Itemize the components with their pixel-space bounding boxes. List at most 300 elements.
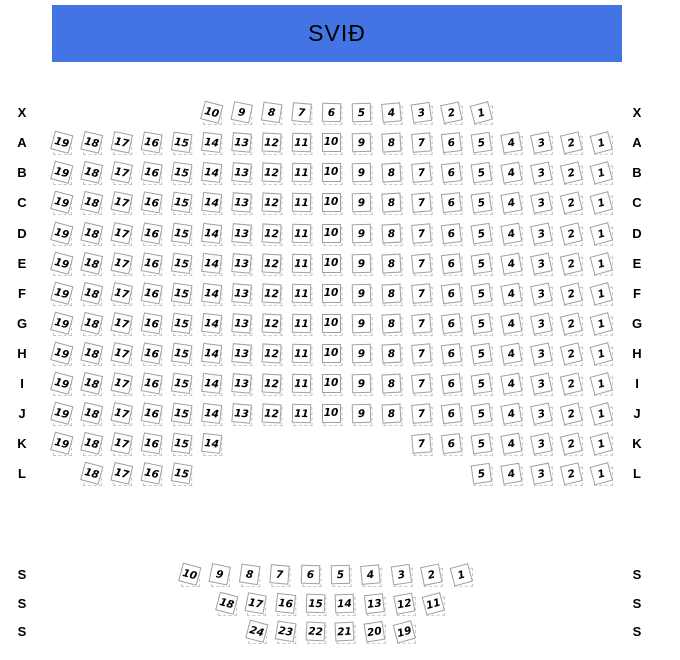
seat[interactable] — [322, 284, 343, 305]
seat[interactable] — [231, 132, 254, 155]
seat[interactable] — [559, 311, 584, 336]
seat[interactable] — [390, 563, 414, 587]
seat[interactable] — [360, 564, 383, 587]
seat[interactable] — [500, 222, 524, 246]
seat[interactable] — [140, 432, 164, 456]
seat[interactable] — [364, 592, 387, 615]
seat[interactable] — [261, 223, 283, 245]
seat[interactable] — [589, 341, 615, 367]
seat-number: 19 — [50, 401, 73, 424]
seat[interactable] — [110, 342, 135, 367]
seat[interactable] — [500, 342, 524, 366]
seat-number: 11 — [291, 162, 311, 182]
seat[interactable] — [170, 312, 194, 336]
seat[interactable] — [170, 372, 194, 396]
seat[interactable] — [411, 283, 434, 306]
seat[interactable] — [411, 403, 434, 426]
seat[interactable] — [381, 283, 403, 305]
seat[interactable] — [200, 282, 223, 305]
seat[interactable] — [335, 621, 357, 643]
seat[interactable] — [231, 343, 254, 366]
seat-number: 13 — [231, 132, 252, 153]
seat[interactable] — [140, 402, 164, 426]
seat[interactable] — [208, 563, 233, 588]
seat[interactable] — [140, 161, 164, 185]
seat[interactable] — [559, 341, 584, 366]
seat[interactable] — [381, 313, 403, 335]
seat[interactable] — [470, 252, 494, 276]
seat[interactable] — [470, 462, 494, 486]
seat[interactable] — [363, 620, 387, 644]
seat-number: 1 — [589, 462, 612, 485]
seat[interactable] — [291, 283, 313, 305]
seat[interactable] — [470, 312, 494, 336]
seat[interactable] — [110, 312, 135, 337]
seat-number: 8 — [381, 223, 401, 243]
seat-number: 6 — [300, 564, 320, 584]
seat[interactable] — [589, 311, 615, 337]
seat[interactable] — [110, 191, 135, 216]
seat-number: 11 — [291, 373, 311, 393]
seat[interactable] — [351, 373, 373, 395]
seat[interactable] — [589, 190, 615, 216]
seat[interactable] — [335, 593, 357, 615]
row-label-right-f-6: F — [633, 286, 641, 301]
seat[interactable] — [470, 161, 494, 185]
seat[interactable] — [440, 402, 463, 425]
seat[interactable] — [440, 312, 463, 335]
seat-number: 8 — [381, 253, 401, 273]
seat-number: 14 — [335, 593, 355, 613]
seat[interactable] — [200, 191, 223, 214]
seat[interactable] — [291, 343, 313, 365]
seat[interactable] — [470, 342, 494, 366]
seat[interactable] — [231, 223, 254, 246]
seat[interactable] — [440, 342, 463, 365]
seat[interactable] — [140, 312, 164, 336]
seat[interactable] — [559, 130, 584, 155]
seat-number: 4 — [500, 161, 522, 183]
seat[interactable] — [411, 192, 434, 215]
seat[interactable] — [140, 222, 164, 246]
seat[interactable] — [79, 160, 104, 185]
row-label-left-s-15: S — [17, 624, 27, 639]
seat[interactable] — [200, 131, 223, 154]
seat[interactable] — [49, 251, 75, 277]
seat[interactable] — [381, 132, 403, 154]
seat[interactable] — [322, 224, 343, 245]
seat[interactable] — [381, 373, 403, 395]
seat-number: 1 — [589, 402, 612, 425]
seat[interactable] — [322, 344, 343, 365]
seat[interactable] — [110, 372, 135, 397]
seat[interactable] — [110, 222, 135, 247]
seat[interactable] — [200, 312, 223, 335]
seat[interactable] — [559, 431, 584, 456]
seat[interactable] — [440, 372, 463, 395]
seat[interactable] — [49, 401, 75, 427]
seat[interactable] — [470, 402, 494, 426]
seat[interactable] — [170, 131, 194, 155]
seat[interactable] — [305, 593, 327, 615]
seat[interactable] — [559, 281, 584, 306]
seat-number: 17 — [110, 161, 132, 183]
seat[interactable] — [530, 252, 555, 277]
seat[interactable] — [79, 401, 104, 426]
seat-number: 16 — [140, 432, 162, 454]
seat[interactable] — [261, 162, 283, 184]
seat[interactable] — [411, 132, 434, 155]
seat[interactable] — [170, 161, 194, 185]
seat-number: 9 — [230, 101, 252, 123]
seat[interactable] — [49, 130, 75, 156]
seat[interactable] — [291, 403, 313, 425]
seat[interactable] — [530, 342, 555, 367]
seat-number: 3 — [530, 222, 552, 244]
seat[interactable] — [170, 432, 194, 456]
seat[interactable] — [322, 374, 343, 395]
seat-number: 9 — [351, 403, 371, 423]
seat-number: 18 — [80, 281, 103, 304]
seat[interactable] — [470, 131, 494, 155]
seat[interactable] — [440, 131, 463, 154]
seat[interactable] — [322, 193, 343, 214]
seat-number: 4 — [500, 462, 522, 484]
seat-number: 11 — [291, 403, 311, 423]
seat-number: 18 — [80, 221, 103, 244]
seat[interactable] — [231, 162, 254, 185]
seat[interactable] — [559, 190, 584, 215]
seat[interactable] — [291, 102, 314, 125]
seat[interactable] — [411, 253, 434, 276]
seat[interactable] — [470, 372, 494, 396]
seat[interactable] — [470, 222, 494, 246]
seat[interactable] — [79, 461, 105, 487]
seat[interactable] — [49, 190, 75, 216]
seat-number: 5 — [470, 432, 492, 454]
seat[interactable] — [140, 462, 165, 487]
seat[interactable] — [200, 161, 223, 184]
seat-number: 1 — [589, 131, 612, 154]
seat[interactable] — [530, 372, 555, 397]
seat[interactable] — [351, 102, 373, 124]
seat[interactable] — [170, 191, 194, 215]
seat[interactable] — [559, 461, 584, 486]
seat[interactable] — [79, 371, 104, 396]
seat[interactable] — [500, 131, 524, 155]
seat[interactable] — [321, 102, 343, 124]
row-label-left-g-7: G — [16, 316, 28, 331]
seat[interactable] — [231, 192, 254, 215]
seat-number: 3 — [530, 282, 552, 304]
seat[interactable] — [500, 312, 524, 336]
seat[interactable] — [589, 461, 615, 487]
seat[interactable] — [110, 161, 135, 186]
seat[interactable] — [79, 251, 104, 276]
seat[interactable] — [200, 222, 223, 245]
seat-number: 12 — [393, 592, 415, 614]
seat[interactable] — [530, 222, 555, 247]
seat[interactable] — [530, 282, 555, 307]
seat[interactable] — [589, 251, 615, 277]
seat[interactable] — [275, 620, 299, 644]
seat[interactable] — [351, 403, 373, 425]
seat[interactable] — [49, 341, 75, 367]
seat[interactable] — [291, 162, 313, 184]
seat[interactable] — [170, 402, 194, 426]
seat[interactable] — [500, 432, 524, 456]
seat[interactable] — [140, 372, 164, 396]
seat[interactable] — [275, 592, 298, 615]
seat[interactable] — [79, 221, 104, 246]
seat[interactable] — [440, 252, 463, 275]
seat[interactable] — [200, 432, 223, 455]
seat[interactable] — [49, 371, 75, 397]
seat[interactable] — [261, 403, 283, 425]
seat[interactable] — [440, 282, 463, 305]
seat-number: 3 — [530, 252, 552, 274]
seat[interactable] — [79, 341, 104, 366]
seat[interactable] — [231, 313, 254, 336]
seat[interactable] — [291, 223, 313, 245]
seat-number: 9 — [351, 162, 371, 182]
seat[interactable] — [49, 431, 75, 457]
seat[interactable] — [200, 252, 223, 275]
seat[interactable] — [440, 161, 463, 184]
seat[interactable] — [291, 313, 313, 335]
seat-number: 6 — [440, 403, 461, 424]
seat[interactable] — [170, 252, 194, 276]
seat-number: 4 — [500, 131, 522, 153]
seat[interactable] — [49, 160, 75, 186]
seat[interactable] — [411, 313, 434, 336]
seat[interactable] — [110, 282, 135, 307]
seat-number: 19 — [50, 371, 73, 394]
seat-number: 1 — [589, 222, 612, 245]
seat[interactable] — [239, 563, 263, 587]
seat[interactable] — [140, 342, 164, 366]
seat-number: 10 — [322, 284, 341, 303]
seat[interactable] — [351, 223, 373, 245]
seat[interactable] — [411, 343, 434, 366]
seat[interactable] — [589, 221, 615, 247]
seat[interactable] — [469, 100, 495, 126]
seat[interactable] — [500, 161, 524, 185]
seat[interactable] — [559, 371, 584, 396]
seat-number: 17 — [110, 312, 132, 334]
seat-number: 11 — [291, 223, 311, 243]
seat-number: 7 — [411, 433, 432, 454]
seat[interactable] — [200, 402, 223, 425]
seat[interactable] — [500, 372, 524, 396]
seat[interactable] — [291, 253, 313, 275]
seat[interactable] — [140, 252, 164, 276]
seat[interactable] — [305, 621, 327, 643]
seat[interactable] — [79, 190, 104, 215]
seat[interactable] — [440, 101, 465, 126]
seat[interactable] — [559, 401, 584, 426]
seat[interactable] — [470, 282, 494, 306]
seat[interactable] — [381, 162, 403, 184]
seat-number: 3 — [390, 563, 412, 585]
seat-number: 2 — [559, 191, 582, 214]
seat[interactable] — [261, 253, 283, 275]
seat[interactable] — [261, 313, 283, 335]
seat[interactable] — [261, 132, 283, 154]
seat[interactable] — [200, 372, 223, 395]
seat[interactable] — [231, 253, 254, 276]
seat[interactable] — [331, 564, 353, 586]
seat[interactable] — [110, 131, 135, 156]
seat[interactable] — [589, 431, 615, 457]
seat-number: 2 — [559, 312, 582, 335]
seat-number: 14 — [201, 222, 222, 243]
seat[interactable] — [440, 222, 463, 245]
seat[interactable] — [109, 461, 134, 486]
seat[interactable] — [411, 433, 434, 456]
seat[interactable] — [244, 592, 269, 617]
seat-number: 18 — [80, 401, 103, 424]
seat[interactable] — [500, 252, 524, 276]
seat[interactable] — [110, 432, 135, 457]
seat[interactable] — [231, 373, 254, 396]
seat-number: 20 — [363, 620, 385, 642]
seat[interactable] — [589, 281, 615, 307]
seat-number: 12 — [261, 253, 281, 273]
seat[interactable] — [322, 254, 343, 275]
seat[interactable] — [450, 562, 476, 588]
seat-number: 2 — [420, 563, 442, 585]
seat[interactable] — [244, 619, 270, 645]
seat[interactable] — [500, 282, 524, 306]
seat[interactable] — [49, 221, 75, 247]
seat[interactable] — [322, 314, 343, 335]
seat[interactable] — [199, 100, 225, 126]
seat[interactable] — [559, 221, 584, 246]
seat[interactable] — [589, 371, 615, 397]
seat[interactable] — [170, 222, 194, 246]
seat[interactable] — [79, 281, 104, 306]
seat[interactable] — [530, 432, 555, 457]
seat[interactable] — [559, 251, 584, 276]
seat[interactable] — [322, 163, 343, 184]
seat[interactable] — [291, 373, 313, 395]
seat[interactable] — [79, 311, 104, 336]
seat-number: 10 — [322, 224, 341, 243]
seat[interactable] — [351, 253, 373, 275]
seat-number: 2 — [559, 462, 582, 485]
seat-number: 5 — [331, 564, 351, 584]
seat[interactable] — [230, 101, 255, 126]
seat[interactable] — [261, 373, 283, 395]
seat-number: 15 — [170, 191, 192, 213]
seat[interactable] — [420, 563, 445, 588]
seat[interactable] — [291, 132, 313, 154]
seat[interactable] — [411, 162, 434, 185]
seat[interactable] — [49, 281, 75, 307]
seat[interactable] — [411, 223, 434, 246]
seat[interactable] — [500, 191, 524, 215]
seat[interactable] — [110, 252, 135, 277]
seat[interactable] — [170, 342, 194, 366]
seat[interactable] — [300, 564, 322, 586]
seat[interactable] — [500, 462, 524, 486]
seat[interactable] — [140, 282, 164, 306]
seat[interactable] — [381, 253, 403, 275]
seat[interactable] — [410, 101, 434, 125]
seat[interactable] — [589, 160, 615, 186]
seat[interactable] — [170, 282, 194, 306]
seat-number: 2 — [559, 402, 582, 425]
seat[interactable] — [589, 401, 615, 427]
seat[interactable] — [381, 343, 403, 365]
seat-number: 5 — [470, 462, 491, 483]
seat[interactable] — [381, 102, 404, 125]
seat[interactable] — [322, 404, 343, 425]
seat[interactable] — [200, 342, 223, 365]
seat[interactable] — [49, 311, 75, 337]
seat[interactable] — [291, 192, 313, 214]
seat[interactable] — [392, 619, 418, 645]
seat[interactable] — [261, 283, 283, 305]
seat[interactable] — [260, 101, 284, 125]
seat[interactable] — [177, 562, 203, 588]
seat[interactable] — [530, 312, 555, 337]
seat[interactable] — [270, 564, 293, 587]
seat-number: 12 — [261, 283, 281, 303]
seat[interactable] — [470, 432, 494, 456]
seat[interactable] — [530, 402, 555, 427]
seat[interactable] — [500, 402, 524, 426]
seat[interactable] — [381, 192, 403, 214]
seat[interactable] — [322, 133, 343, 154]
seat[interactable] — [261, 343, 283, 365]
seat[interactable] — [351, 313, 373, 335]
seat[interactable] — [470, 191, 494, 215]
seat[interactable] — [351, 132, 373, 154]
seat[interactable] — [381, 403, 403, 425]
seat[interactable] — [79, 431, 104, 456]
seat[interactable] — [440, 191, 463, 214]
seat[interactable] — [170, 462, 194, 486]
seat[interactable] — [231, 283, 254, 306]
seat[interactable] — [381, 223, 403, 245]
seat[interactable] — [530, 462, 555, 487]
seat[interactable] — [411, 373, 434, 396]
seat-number: 1 — [589, 161, 612, 184]
seat[interactable] — [140, 131, 164, 155]
seat[interactable] — [393, 592, 418, 617]
seat[interactable] — [110, 402, 135, 427]
seat[interactable] — [140, 191, 164, 215]
seat[interactable] — [79, 130, 104, 155]
seat[interactable] — [231, 403, 254, 426]
seat-number: 19 — [50, 130, 73, 153]
seat[interactable] — [422, 591, 448, 617]
seat[interactable] — [589, 130, 615, 156]
seat[interactable] — [440, 432, 463, 455]
seat[interactable] — [530, 131, 555, 156]
seat[interactable] — [530, 191, 555, 216]
seat[interactable] — [351, 343, 373, 365]
seat[interactable] — [261, 192, 283, 214]
seat[interactable] — [351, 162, 373, 184]
seat[interactable] — [530, 161, 555, 186]
seat[interactable] — [214, 591, 240, 617]
seat[interactable] — [559, 160, 584, 185]
seat[interactable] — [351, 283, 373, 305]
seat[interactable] — [351, 192, 373, 214]
